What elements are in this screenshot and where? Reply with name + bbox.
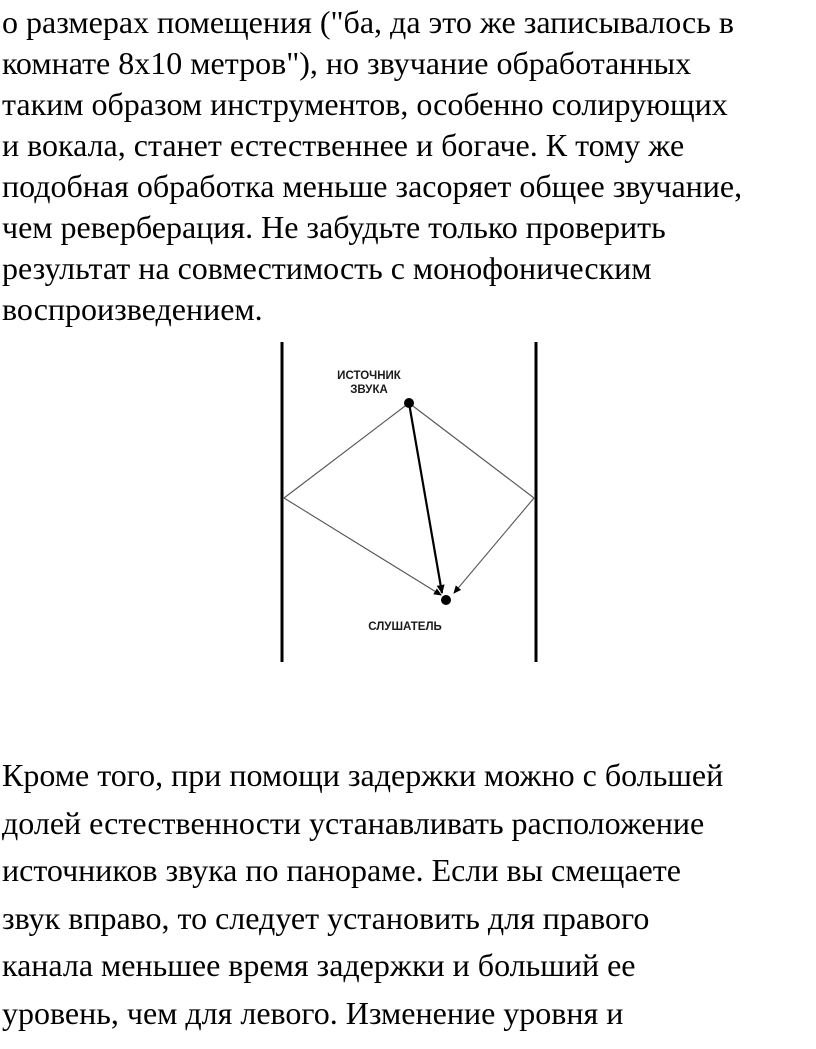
text-line: и вокала, станет естественнее и богаче. К тому же: [2, 127, 685, 163]
text-line: комнате 8х10 метров"), но звучание обработанных: [2, 45, 692, 81]
reflection-left-path: [284, 403, 441, 595]
sound-source-dot: [404, 398, 414, 408]
text-line: о размерах помещения ("ба, да это же записывалось в: [2, 4, 734, 40]
direct-sound-arrow: [409, 403, 442, 593]
text-line: чем реверберация. Не забудьте только проверить: [2, 209, 666, 245]
sound-reflection-diagram: [270, 335, 560, 670]
paragraph-bottom: [2, 752, 814, 1037]
listener-label: СЛУШАТЕЛЬ: [368, 621, 442, 633]
source-label-line2: ЗВУКА: [350, 384, 388, 396]
text-line: результат на совместимость с монофоническим: [2, 250, 652, 286]
listener-dot: [441, 595, 451, 605]
text-line: Кроме того, при помощи задержки можно с большей: [2, 757, 724, 793]
text-line: звук вправо, то следует установить для правого: [2, 899, 650, 936]
source-label-line1: ИСТОЧНИК: [337, 370, 401, 382]
paragraph-top: [2, 2, 814, 330]
text-line: таким образом инструментов, особенно солирующих: [2, 86, 728, 122]
text-line: канала меньшее время задержки и больший ее: [2, 947, 636, 983]
text-line: источников звука по панораме. Если вы смещаете: [2, 852, 681, 888]
text-line: долей естественности устанавливать расположение: [2, 804, 705, 841]
reflection-right-path: [409, 403, 534, 593]
text-line: подобная обработка меньше засоряет общее звучание,: [2, 168, 743, 204]
text-line: воспроизведением.: [2, 291, 263, 327]
text-line: уровень, чем для левого. Изменение уровня и: [2, 994, 624, 1031]
